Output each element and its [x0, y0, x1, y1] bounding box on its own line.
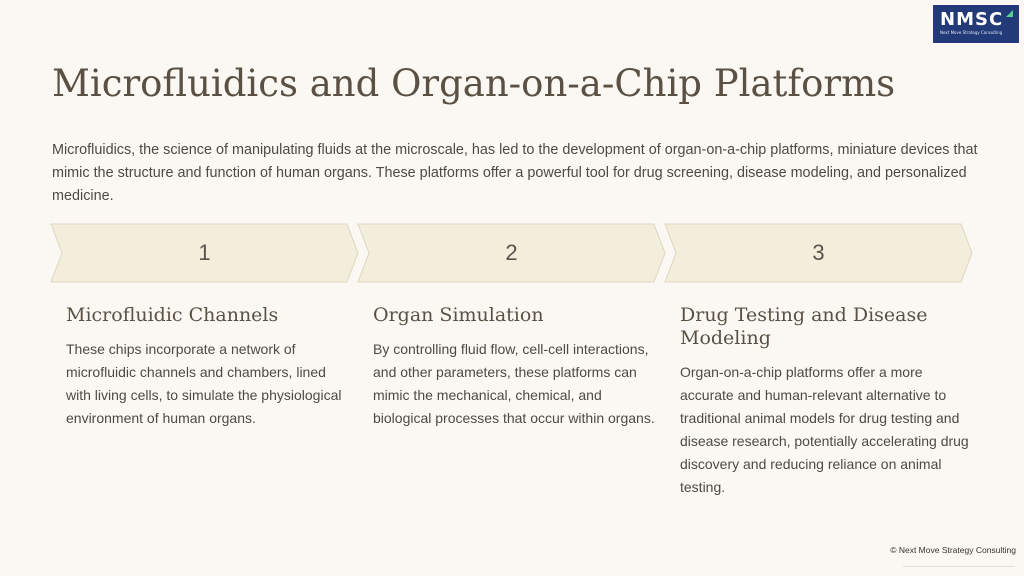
step-chevron-3 [664, 223, 973, 283]
step-chevron-2 [357, 223, 666, 283]
step-number: 1 [198, 240, 211, 265]
page-title: Microfluidics and Organ-on-a-Chip Platforms [52, 62, 896, 105]
step-heading: Microfluidic Channels [66, 304, 279, 326]
step-chevrons [0, 223, 1024, 283]
logo-tagline: Next Move Strategy Consulting [940, 30, 1003, 35]
footer-divider [903, 566, 1015, 567]
step-heading: Drug Testing and Disease Modeling [680, 304, 928, 349]
step-heading: Organ Simulation [373, 304, 544, 326]
company-logo [933, 5, 1019, 43]
step-chevron-1 [50, 223, 359, 283]
logo-arrow-icon [1006, 10, 1013, 17]
step-number: 3 [812, 240, 825, 265]
step-number: 2 [505, 240, 518, 265]
intro-paragraph: Microfluidics, the science of manipulating fluids at the microscale, has led to the development of organ-on-a-chip platforms, miniature devices that mimic the structure and function of human organs. These platforms offer a powerful tool for drug screening, disease modeling, and personalized medicine. [52, 142, 978, 204]
step-description: Organ-on-a-chip platforms offer a more accurate and human-relevant alternative to traditional animal models for drug testing and disease research, potentially accelerating drug discovery and reducing reliance on animal testing. [680, 364, 969, 495]
step-card-2 [373, 304, 658, 430]
step-description: By controlling fluid flow, cell-cell interactions, and other parameters, these platforms can mimic the mechanical, chemical, and biological processes that occur within organs. [373, 341, 655, 426]
step-card-3 [680, 304, 970, 499]
copyright-footer: © Next Move Strategy Consulting [890, 545, 1016, 555]
logo-text: NMSC [940, 9, 1004, 30]
step-description: These chips incorporate a network of microfluidic channels and chambers, lined with living cells, to simulate the physiological environment of human organs. [66, 341, 342, 426]
step-card-1 [66, 304, 351, 430]
